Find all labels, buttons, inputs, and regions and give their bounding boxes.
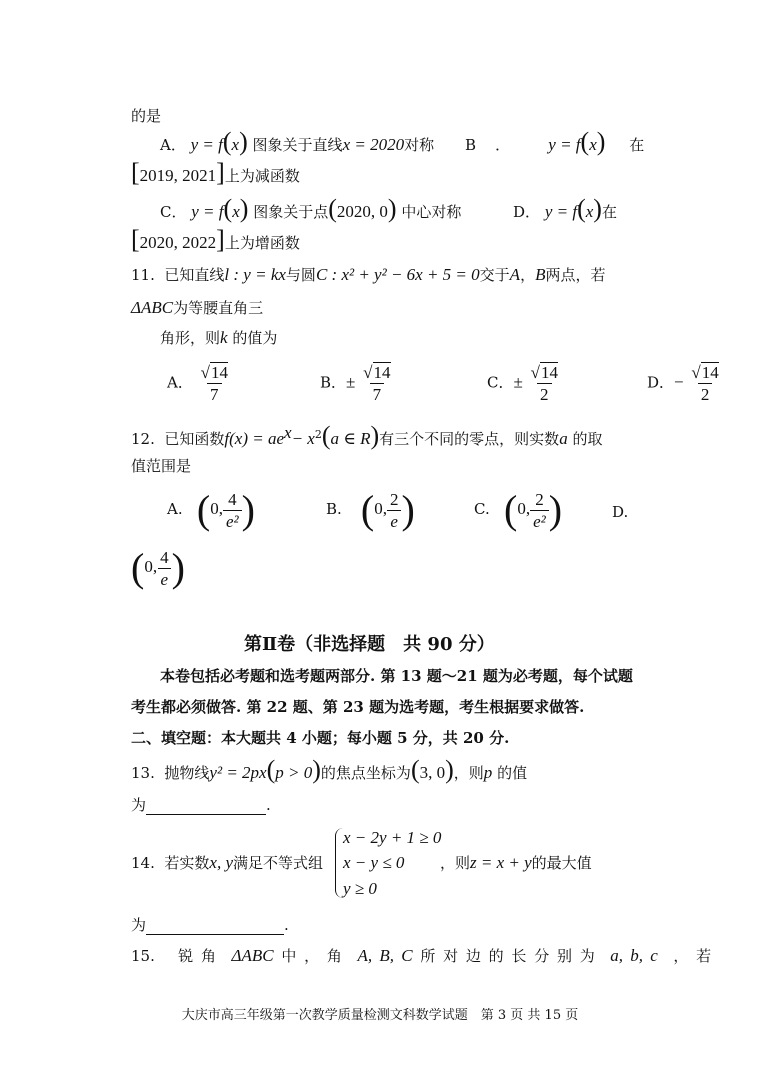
q10-option-b-interval: [2019, 2021]上为减函数 [131,158,300,187]
q13-stem: 13. 抛物线y² = 2px(p > 0)的焦点坐标为(3, 0)，则p 的值 [131,755,528,784]
section-intro-2: 考生都必须做答. 第 22 题、第 23 题为选考题，考生根据要求做答. [131,698,585,716]
q13-answer: 为 . [131,796,271,814]
ineq-1: x − 2y + 1 ≥ 0 [343,828,442,847]
q11-stem-2: ΔABC为等腰直角三 [131,298,264,317]
ineq-3: y ≥ 0 [343,879,377,898]
section-title: 第Ⅱ卷（非选择题 共 90 分） [244,634,495,655]
q14-answer: 为 . [131,916,289,934]
q14-stem: 14. 若实数x, y满足不等式组 [131,853,324,872]
q11-option-a: A． $\frac{√14}{7}$ [167,363,228,404]
q11-option-c: C．± $\frac{√14}{2}$ [487,363,558,404]
q10-option-b: B ． y = f(x) 在 [465,127,645,156]
q12-stem: 12. 已知函数$f(x) = ae^x- x^2(a$ ∈ R)有三个不同的零点，则实数a 的取 [131,421,603,450]
part-two-heading: 二、填空题：本大题共 4 小题；每小题 5 分，共 20 分. [131,729,510,747]
q14-answer-blank[interactable] [146,918,284,935]
q12-option-d-label: D. [612,503,629,521]
q11-stem: 11. 已知直线l : y = kx与圆C : x² + y² − 6x + 5 = 0交于A，B两点，若 [131,265,606,284]
q13-answer-blank[interactable] [146,798,266,815]
q15-stem: 15. 锐 角 ΔABC 中 ， 角 A, B, C 所 对 边 的 长 分 别 为 a, b, c ， 若 [131,946,712,965]
page-footer: 大庆市高三年级第一次教学质量检测文科数学试题 第 3 页 共 15 页 [181,1008,579,1023]
q11-stem-3: 角形，则k 的值为 [160,328,278,347]
q11-option-b: B．± $\frac{√14}{7}$ [320,363,391,404]
q10-option-d-interval: [2020, 2022]上为增函数 [131,225,300,254]
q12-option-c: C. (0, $\frac{2}{\text{e²}}$ ) [474,487,563,532]
q11-option-d: D．− $\frac{√14}{2}$ [647,363,719,404]
q10-option-d: D． y = f(x)在 [513,194,617,223]
q14-stem-2: ，则z = x + y的最大值 [440,853,592,872]
q10-option-a: A． y = f(x) 图象关于直线x = 2020对称 [160,127,435,156]
section-intro-1: 本卷包括必考题和选考题两部分. 第 13 题～21 题为必考题，每个试题 [160,667,633,685]
q12-stem-2: 值范围是 [131,457,192,475]
q10-tail: 的是 [131,107,162,125]
ineq-2: x − y ≤ 0 [343,853,405,872]
q12-option-d: (0, $\frac{4}{e}$ ) [131,545,185,590]
q12-option-b: B. (0, $\frac{2}{e}$ ) [326,487,415,532]
q12-option-a: A. (0, $\frac{4}{\text{e²}}$ ) [167,487,255,532]
q10-option-c: C． y = f(x) 图象关于点(2020, 0) 中心对称 [160,194,462,223]
